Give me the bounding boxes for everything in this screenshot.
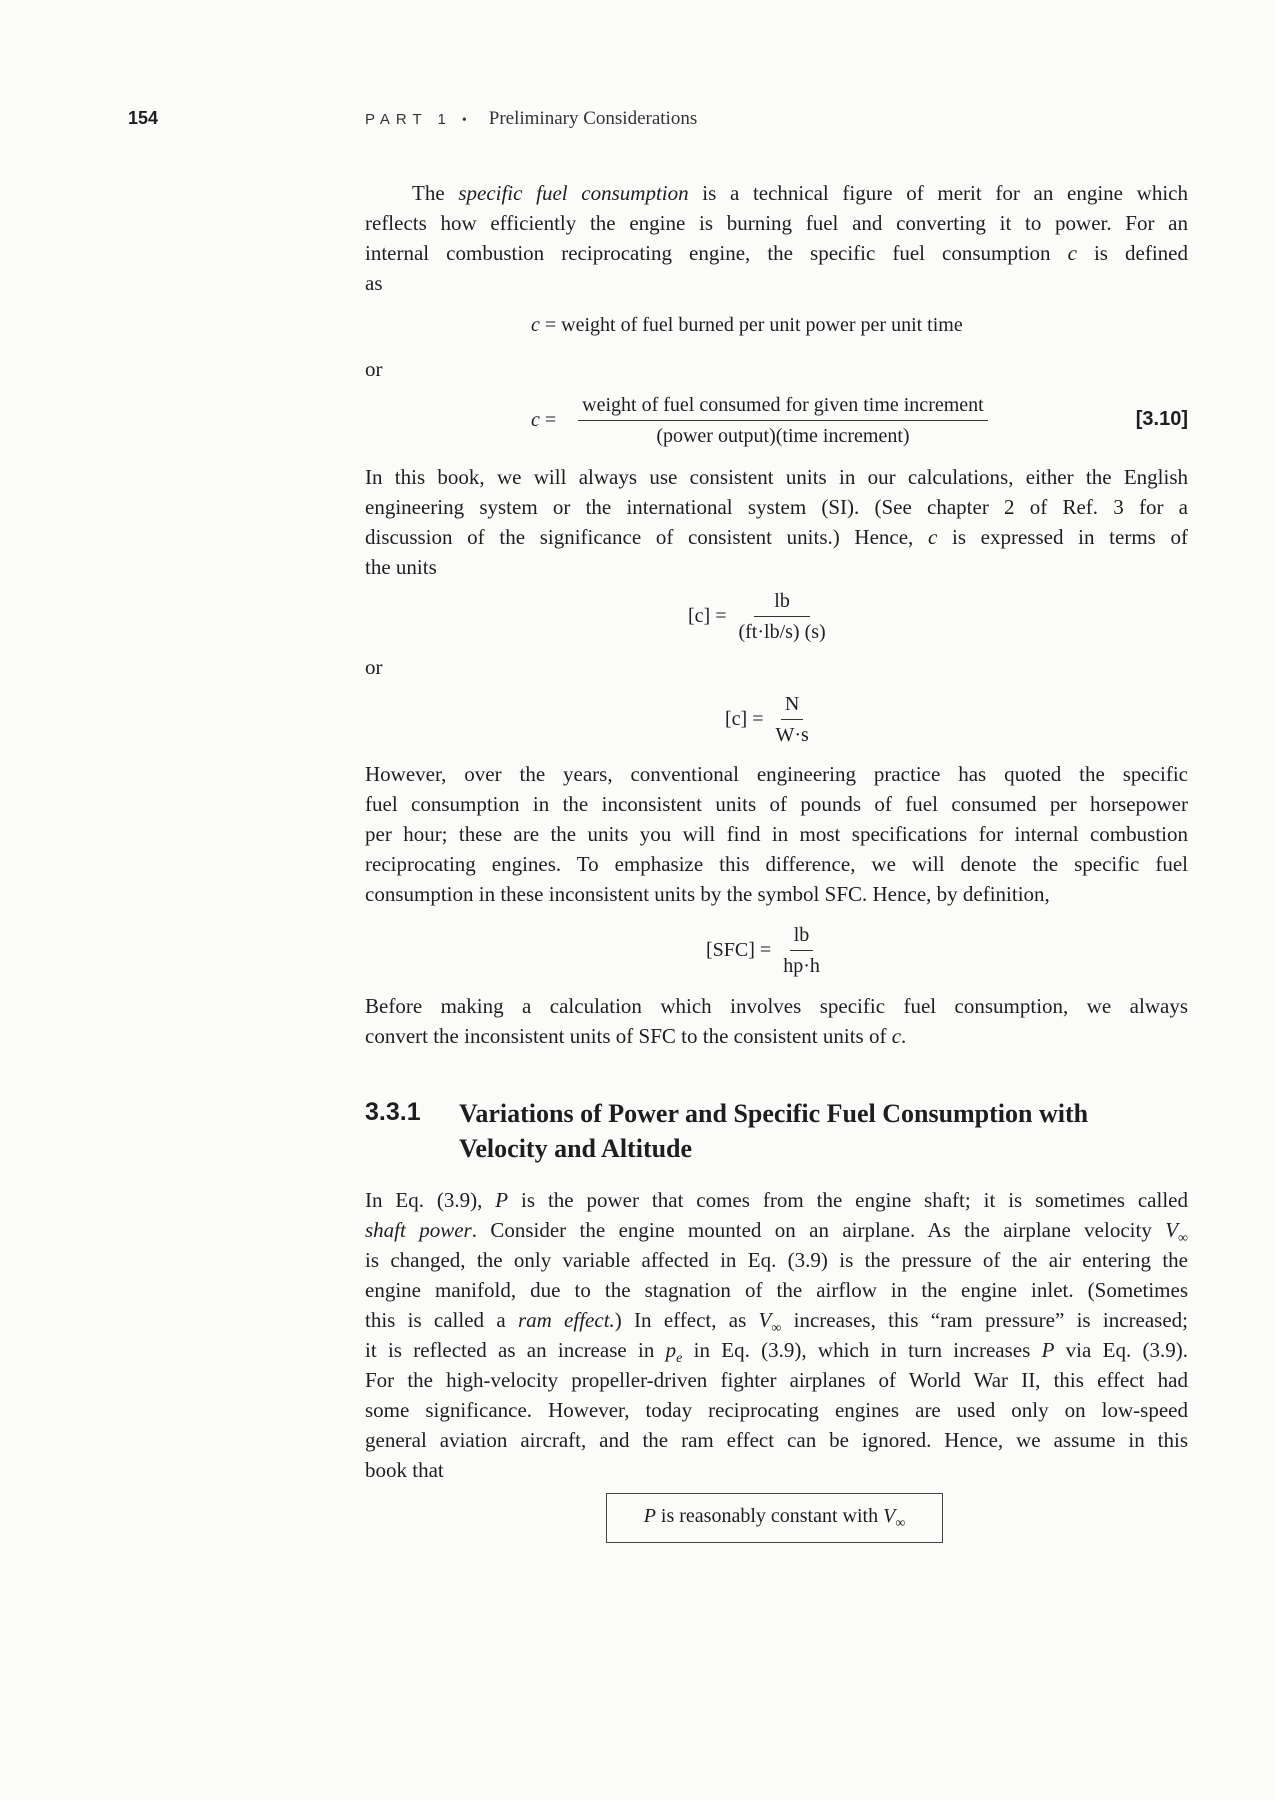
section-title-line: Velocity and Altitude bbox=[459, 1134, 693, 1163]
equation-c-definition bbox=[531, 314, 963, 337]
eq-lhs: [c] = bbox=[688, 605, 727, 627]
or-label: or bbox=[365, 357, 383, 381]
or-label: or bbox=[365, 655, 383, 679]
text-line bbox=[365, 789, 1188, 819]
text-run: increases, this “ram pressure” is increased; bbox=[781, 1308, 1188, 1332]
page-number: 154 bbox=[128, 108, 159, 128]
text-line bbox=[365, 1425, 1188, 1455]
text-run: is expressed in terms of bbox=[937, 525, 1188, 549]
italic-text: c bbox=[891, 1024, 902, 1048]
paragraph-power-variation bbox=[365, 1185, 1188, 1485]
equation-c-english-units bbox=[688, 588, 830, 645]
fraction bbox=[771, 691, 812, 748]
subscript: ∞ bbox=[771, 1321, 782, 1336]
text-run: as bbox=[365, 271, 383, 295]
text-run: discussion of the significance of consistent units.) Hence, bbox=[365, 525, 928, 549]
italic-text: p bbox=[665, 1338, 677, 1362]
paragraph-sfc-definition bbox=[365, 178, 1188, 298]
text-line bbox=[365, 1185, 1188, 1215]
section-title-line: Variations of Power and Specific Fuel Consumption with bbox=[459, 1099, 1089, 1128]
italic-text: P bbox=[1041, 1338, 1055, 1362]
text-line bbox=[365, 759, 1188, 789]
text-run: fuel consumption in the inconsistent units of pounds of fuel consumed per horsepower bbox=[365, 792, 1188, 816]
italic-text: c bbox=[927, 525, 938, 549]
text-line bbox=[365, 522, 1188, 552]
subscript: e bbox=[676, 1351, 683, 1366]
text-line bbox=[365, 268, 1188, 298]
subscript: ∞ bbox=[895, 1515, 906, 1531]
numerator: lb bbox=[754, 588, 810, 617]
boxed-text bbox=[644, 1505, 906, 1532]
running-header bbox=[365, 108, 697, 130]
text-run: is reasonably constant with bbox=[655, 1504, 884, 1527]
text-run: In Eq. (3.9), bbox=[365, 1188, 496, 1212]
equation-number: [3.10] bbox=[1135, 408, 1188, 430]
italic-text: V bbox=[758, 1308, 772, 1332]
text-line bbox=[365, 1215, 1188, 1245]
text-line bbox=[365, 819, 1188, 849]
text-run: book that bbox=[365, 1458, 444, 1482]
section-title bbox=[459, 1096, 1199, 1166]
eq-rhs: weight of fuel burned per unit power per unit time bbox=[561, 314, 963, 336]
text-line bbox=[365, 991, 1188, 1021]
text-run: the units bbox=[365, 555, 437, 579]
italic-text: P bbox=[495, 1188, 509, 1212]
text-run: internal combustion reciprocating engine, the specific fuel consumption bbox=[365, 241, 1068, 265]
text-run: general aviation aircraft, and the ram effect can be ignored. Hence, we assume in this bbox=[365, 1428, 1188, 1452]
numerator: N bbox=[781, 691, 803, 720]
text-run: is defined bbox=[1076, 241, 1188, 265]
bullet: • bbox=[461, 113, 467, 128]
numerator: lb bbox=[790, 922, 814, 951]
text-run: is changed, the only variable affected in Eq. (3.9) is the pressure of the air entering the bbox=[365, 1248, 1188, 1272]
text-run: For the high-velocity propeller-driven fighter airplanes of World War II, this effect had bbox=[365, 1368, 1188, 1392]
italic-text: specific fuel consumption bbox=[458, 181, 689, 205]
text-line bbox=[365, 462, 1188, 492]
text-run: this is called a bbox=[365, 1308, 518, 1332]
text-run: The bbox=[412, 181, 459, 205]
text-line bbox=[365, 849, 1188, 879]
denominator: (power output)(time increment) bbox=[656, 425, 910, 447]
fraction bbox=[734, 588, 829, 645]
text-run: . Consider the engine mounted on an airplane. As the airplane velocity bbox=[471, 1218, 1166, 1242]
paragraph-consistent-units bbox=[365, 462, 1188, 582]
part-label: PART 1 bbox=[365, 111, 452, 128]
text-run: reflects how efficiently the engine is burning fuel and converting it to power. For an bbox=[365, 211, 1188, 235]
italic-text: c bbox=[1067, 241, 1077, 265]
paragraph-sfc-units bbox=[365, 759, 1188, 909]
subscript: ∞ bbox=[1178, 1231, 1189, 1246]
italic-text: V bbox=[883, 1504, 896, 1527]
text-line bbox=[365, 1305, 1188, 1335]
section-number: 3.3.1 bbox=[365, 1098, 421, 1126]
denominator: hp·h bbox=[783, 955, 820, 977]
text-run: Before making a calculation which involves specific fuel consumption, we always bbox=[365, 994, 1188, 1018]
text-run: . bbox=[901, 1024, 907, 1048]
text-line bbox=[365, 208, 1188, 238]
italic-text: V bbox=[1165, 1218, 1179, 1242]
text-run: is a technical figure of merit for an engine which bbox=[688, 181, 1188, 205]
eq-lhs: c bbox=[531, 314, 540, 336]
text-run: consumption in these inconsistent units by the symbol SFC. Hence, by definition, bbox=[365, 882, 1050, 906]
eq-equals: = bbox=[539, 409, 557, 431]
italic-text: shaft power bbox=[365, 1218, 472, 1242]
text-line bbox=[365, 1395, 1188, 1425]
eq-lhs: [SFC] = bbox=[706, 939, 772, 961]
text-run: convert the inconsistent units of SFC to the consistent units of bbox=[365, 1024, 892, 1048]
fraction bbox=[578, 392, 988, 449]
text-run: engine manifold, due to the stagnation of the airflow in the engine inlet. (Sometimes bbox=[365, 1278, 1188, 1302]
denominator: (ft·lb/s) (s) bbox=[738, 621, 826, 643]
text-run: reciprocating engines. To emphasize this difference, we will denote the specific fuel bbox=[365, 852, 1188, 876]
text-line bbox=[365, 492, 1188, 522]
chapter-title: Preliminary Considerations bbox=[488, 108, 698, 129]
text-line bbox=[365, 1245, 1188, 1275]
text-run: ) In effect, as bbox=[614, 1308, 759, 1332]
text-run: per hour; these are the units you will find in most specifications for internal combustion bbox=[365, 822, 1188, 846]
eq-lhs: c bbox=[531, 409, 540, 431]
text-line bbox=[365, 1455, 1188, 1485]
text-line bbox=[365, 1021, 1188, 1051]
text-run: is the power that comes from the engine shaft; it is sometimes called bbox=[508, 1188, 1188, 1212]
text-run: engineering system or the international system (SI). (See chapter 2 of Ref. 3 for a bbox=[365, 495, 1188, 519]
text-run: via Eq. (3.9). bbox=[1054, 1338, 1188, 1362]
text-run: some significance. However, today reciprocating engines are used only on low-speed bbox=[365, 1398, 1188, 1422]
text-line bbox=[365, 1335, 1188, 1365]
denominator: W·s bbox=[775, 724, 809, 746]
italic-text: ram effect. bbox=[517, 1308, 615, 1332]
equation-sfc-units bbox=[706, 922, 824, 979]
italic-text: P bbox=[643, 1504, 656, 1527]
text-line bbox=[365, 552, 1188, 582]
boxed-statement bbox=[606, 1493, 943, 1543]
text-line bbox=[365, 1365, 1188, 1395]
text-run: However, over the years, conventional engineering practice has quoted the specific bbox=[365, 762, 1188, 786]
eq-lhs: [c] = bbox=[725, 708, 764, 730]
text-line bbox=[365, 879, 1188, 909]
text-line bbox=[365, 1275, 1188, 1305]
equation-3-10 bbox=[531, 392, 988, 449]
fraction bbox=[779, 922, 824, 979]
text-run: it is reflected as an increase in bbox=[365, 1338, 666, 1362]
numerator: weight of fuel consumed for given time increment bbox=[578, 392, 988, 421]
text-run: In this book, we will always use consistent units in our calculations, either the English bbox=[365, 465, 1188, 489]
text-line bbox=[365, 238, 1188, 268]
equation-c-si-units bbox=[725, 691, 813, 748]
eq-equals: = bbox=[539, 314, 562, 336]
paragraph-conversion bbox=[365, 991, 1188, 1051]
text-run: in Eq. (3.9), which in turn increases bbox=[682, 1338, 1042, 1362]
text-line bbox=[365, 178, 1188, 208]
